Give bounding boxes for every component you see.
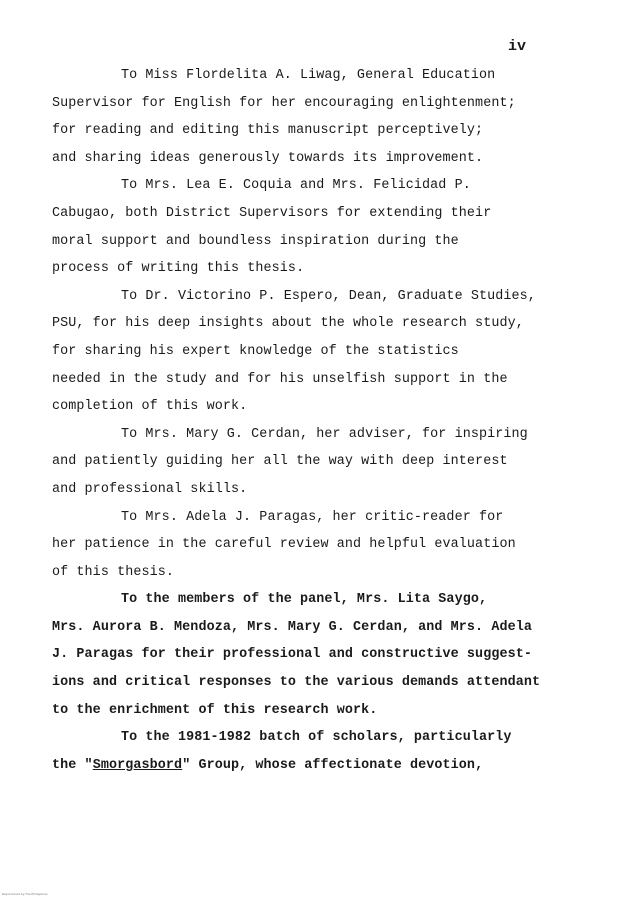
paragraph-paragas: [52, 504, 582, 587]
text-line: completion of this work.: [52, 399, 248, 415]
text-line: To Mrs. Adela J. Paragas, her critic-reader for: [121, 509, 504, 525]
page-number: iv: [508, 38, 527, 55]
text-line: To Mrs. Lea E. Coquia and Mrs. Felicidad P.: [121, 178, 471, 194]
text-line: Cabugao, both District Supervisors for extending their: [52, 205, 492, 221]
text-line: and patiently guiding her all the way with deep interest: [52, 454, 508, 470]
text-fragment: the ": [52, 757, 93, 773]
group-name: Smorgasbord: [92, 757, 183, 773]
text-line: moral support and boundless inspiration during the: [52, 233, 459, 249]
text-line: To Miss Flordelita A. Liwag, General Education: [121, 68, 496, 83]
text-line: for sharing his expert knowledge of the statistics: [52, 343, 459, 359]
text-fragment: " Group, whose affectionate devotion,: [182, 757, 484, 773]
paragraph-panel: [52, 586, 582, 724]
paragraph-espero: [52, 283, 582, 421]
footer-stamp: Reproduced by the Philippines: [2, 892, 48, 896]
text-line: To the members of the panel, Mrs. Lita Saygo,: [121, 592, 488, 608]
text-line: Mrs. Aurora B. Mendoza, Mrs. Mary G. Cerdan, and Mrs. Adela: [52, 619, 533, 635]
text-line: and sharing ideas generously towards its improvement.: [52, 150, 484, 166]
text-line: To Dr. Victorino P. Espero, Dean, Graduate Studies,: [121, 288, 536, 304]
text-line: and professional skills.: [52, 481, 248, 497]
text-line: J. Paragas for their professional and constructive suggest-: [52, 647, 533, 663]
text-line: PSU, for his deep insights about the whole research study,: [52, 316, 524, 332]
paragraph-liwag: [52, 62, 582, 172]
text-line: needed in the study and for his unselfish support in the: [52, 371, 508, 387]
text-line: To the 1981-1982 batch of scholars, particularly: [121, 730, 512, 746]
text-line: To Mrs. Mary G. Cerdan, her adviser, for inspiring: [121, 426, 528, 442]
text-line: ions and critical responses to the various demands attendant: [52, 675, 541, 691]
text-line: to the enrichment of this research work.: [52, 702, 378, 718]
paragraph-cerdan: [52, 421, 582, 504]
text-line: of this thesis.: [52, 564, 175, 580]
acknowledgment-body: [52, 62, 582, 779]
text-line: her patience in the careful review and helpful evaluation: [52, 537, 516, 553]
paragraph-coquia-cabugao: [52, 172, 582, 282]
paragraph-scholars: [52, 724, 582, 779]
text-line: Supervisor for English for her encouraging enlightenment;: [52, 95, 516, 111]
text-line: for reading and editing this manuscript perceptively;: [52, 123, 484, 139]
text-line: process of writing this thesis.: [52, 261, 305, 277]
text-line: [52, 752, 582, 780]
